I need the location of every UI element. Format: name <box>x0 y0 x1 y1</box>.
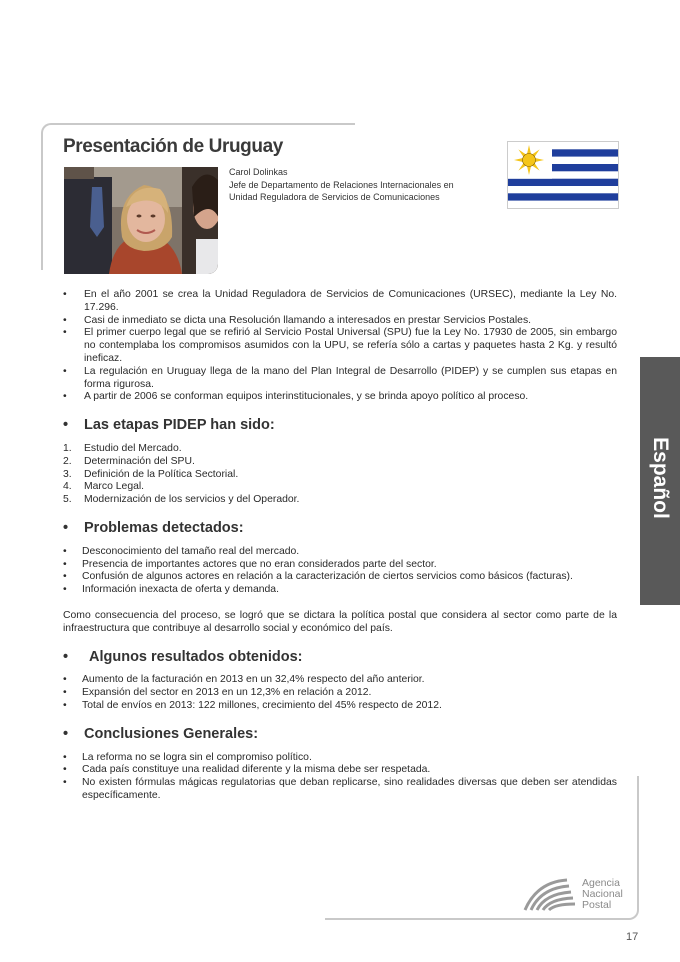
list-item: • En el año 2001 se crea la Unidad Reguladora de Servicios de Comunicaciones (URSEC), mediante la Ley No. 17.296. <box>63 289 617 315</box>
problems-list <box>63 546 617 597</box>
list-text: Determinación del SPU. <box>84 455 195 467</box>
logo-text <box>582 878 623 911</box>
page-number: 17 <box>626 931 639 943</box>
consequence-paragraph: Como consecuencia del proceso, se logró que se dictara la política postal que considera al sector como parte de la infraestructura que contribuye al desarrollo social y económico del país. <box>63 609 617 634</box>
list-item: • El primer cuerpo legal que se refirió al Servicio Postal Universal (SPU) fue la Ley No. 17930 de 2005, sin embargo no contemplaba los compromisos asumidos con la UPU, se refería sólo a cartas y paquetes hasta 2 Kg. y resultó ineficaz. <box>63 327 617 365</box>
list-item: • Confusión de algunos actores en relación a la caracterización de ciertos servicios como básicos (facturas). <box>63 571 617 584</box>
list-number: 3. <box>63 468 72 480</box>
list-item: • No existen fórmulas mágicas regulatorias que deban replicarse, sino realidades diversas que deben ser atendidas específicamente. <box>63 777 617 803</box>
list-item: • La regulación en Uruguay llega de la mano del Plan Integral de Desarrollo (PIDEP) y se cumplen sus etapas en forma rigurosa. <box>63 366 617 392</box>
list-number: 4. <box>63 481 72 493</box>
author-role-line1: Jefe de Departamento de Relaciones Internacionales en <box>229 179 454 190</box>
problems-heading: • Problemas detectados: <box>63 522 617 535</box>
list-text: Modernización de los servicios y del Operador. <box>84 494 300 506</box>
list-text: Marco Legal. <box>84 481 145 493</box>
speaker-photo <box>64 167 218 274</box>
list-item <box>63 494 617 507</box>
list-item: • Presencia de importantes actores que no eran considerados parte del sector. <box>63 559 617 572</box>
list-item <box>63 469 617 482</box>
list-item <box>63 481 617 494</box>
list-item: • Información inexacta de oferta y demanda. <box>63 584 617 597</box>
uruguay-flag-icon <box>507 141 619 209</box>
list-item: • Expansión del sector en 2013 en un 12,3% en relación a 2012. <box>63 687 617 700</box>
results-heading: • Algunos resultados obtenidos: <box>63 651 617 664</box>
list-item: • Cada país constituye una realidad diferente y la misma debe ser respetada. <box>63 764 617 777</box>
list-text: Estudio del Mercado. <box>84 442 182 454</box>
conclusions-list <box>63 752 617 803</box>
list-number: 2. <box>63 455 72 467</box>
list-item: • Casi de inmediato se dicta una Resolución llamando a interesados en prestar Servicios Postales. <box>63 315 617 328</box>
main-content <box>63 289 617 803</box>
list-item: • La reforma no se logra sin el compromiso político. <box>63 752 617 765</box>
pidep-list <box>63 443 617 507</box>
pidep-heading: • Las etapas PIDEP han sido: <box>63 419 617 432</box>
logo-line1: Agencia <box>582 877 620 889</box>
list-item: • Total de envíos en 2013: 122 millones, crecimiento del 45% respecto de 2012. <box>63 700 617 713</box>
language-tab-label: Español <box>649 437 672 519</box>
results-list <box>63 674 617 712</box>
conclusions-heading: • Conclusiones Generales: <box>63 728 617 741</box>
page-title: Presentación de Uruguay <box>63 136 283 157</box>
list-item: • Aumento de la facturación en 2013 en un 32,4% respecto del año anterior. <box>63 674 617 687</box>
logo-line2: Nacional <box>582 888 623 900</box>
logo-line3: Postal <box>582 899 612 911</box>
author-name: Carol Dolinkas <box>229 167 288 177</box>
author-role-line2: Unidad Reguladora de Servicios de Comunicaciones <box>229 192 440 202</box>
author-info <box>229 166 454 204</box>
list-item: • Desconocimiento del tamaño real del mercado. <box>63 546 617 559</box>
list-number: 1. <box>63 442 72 454</box>
intro-list <box>63 289 617 404</box>
list-number: 5. <box>63 494 72 506</box>
list-text: Definición de la Política Sectorial. <box>84 468 239 480</box>
list-item: • A partir de 2006 se conforman equipos interinstitucionales, y se brinda apoyo político al proceso. <box>63 391 617 404</box>
list-item <box>63 456 617 469</box>
list-item <box>63 443 617 456</box>
